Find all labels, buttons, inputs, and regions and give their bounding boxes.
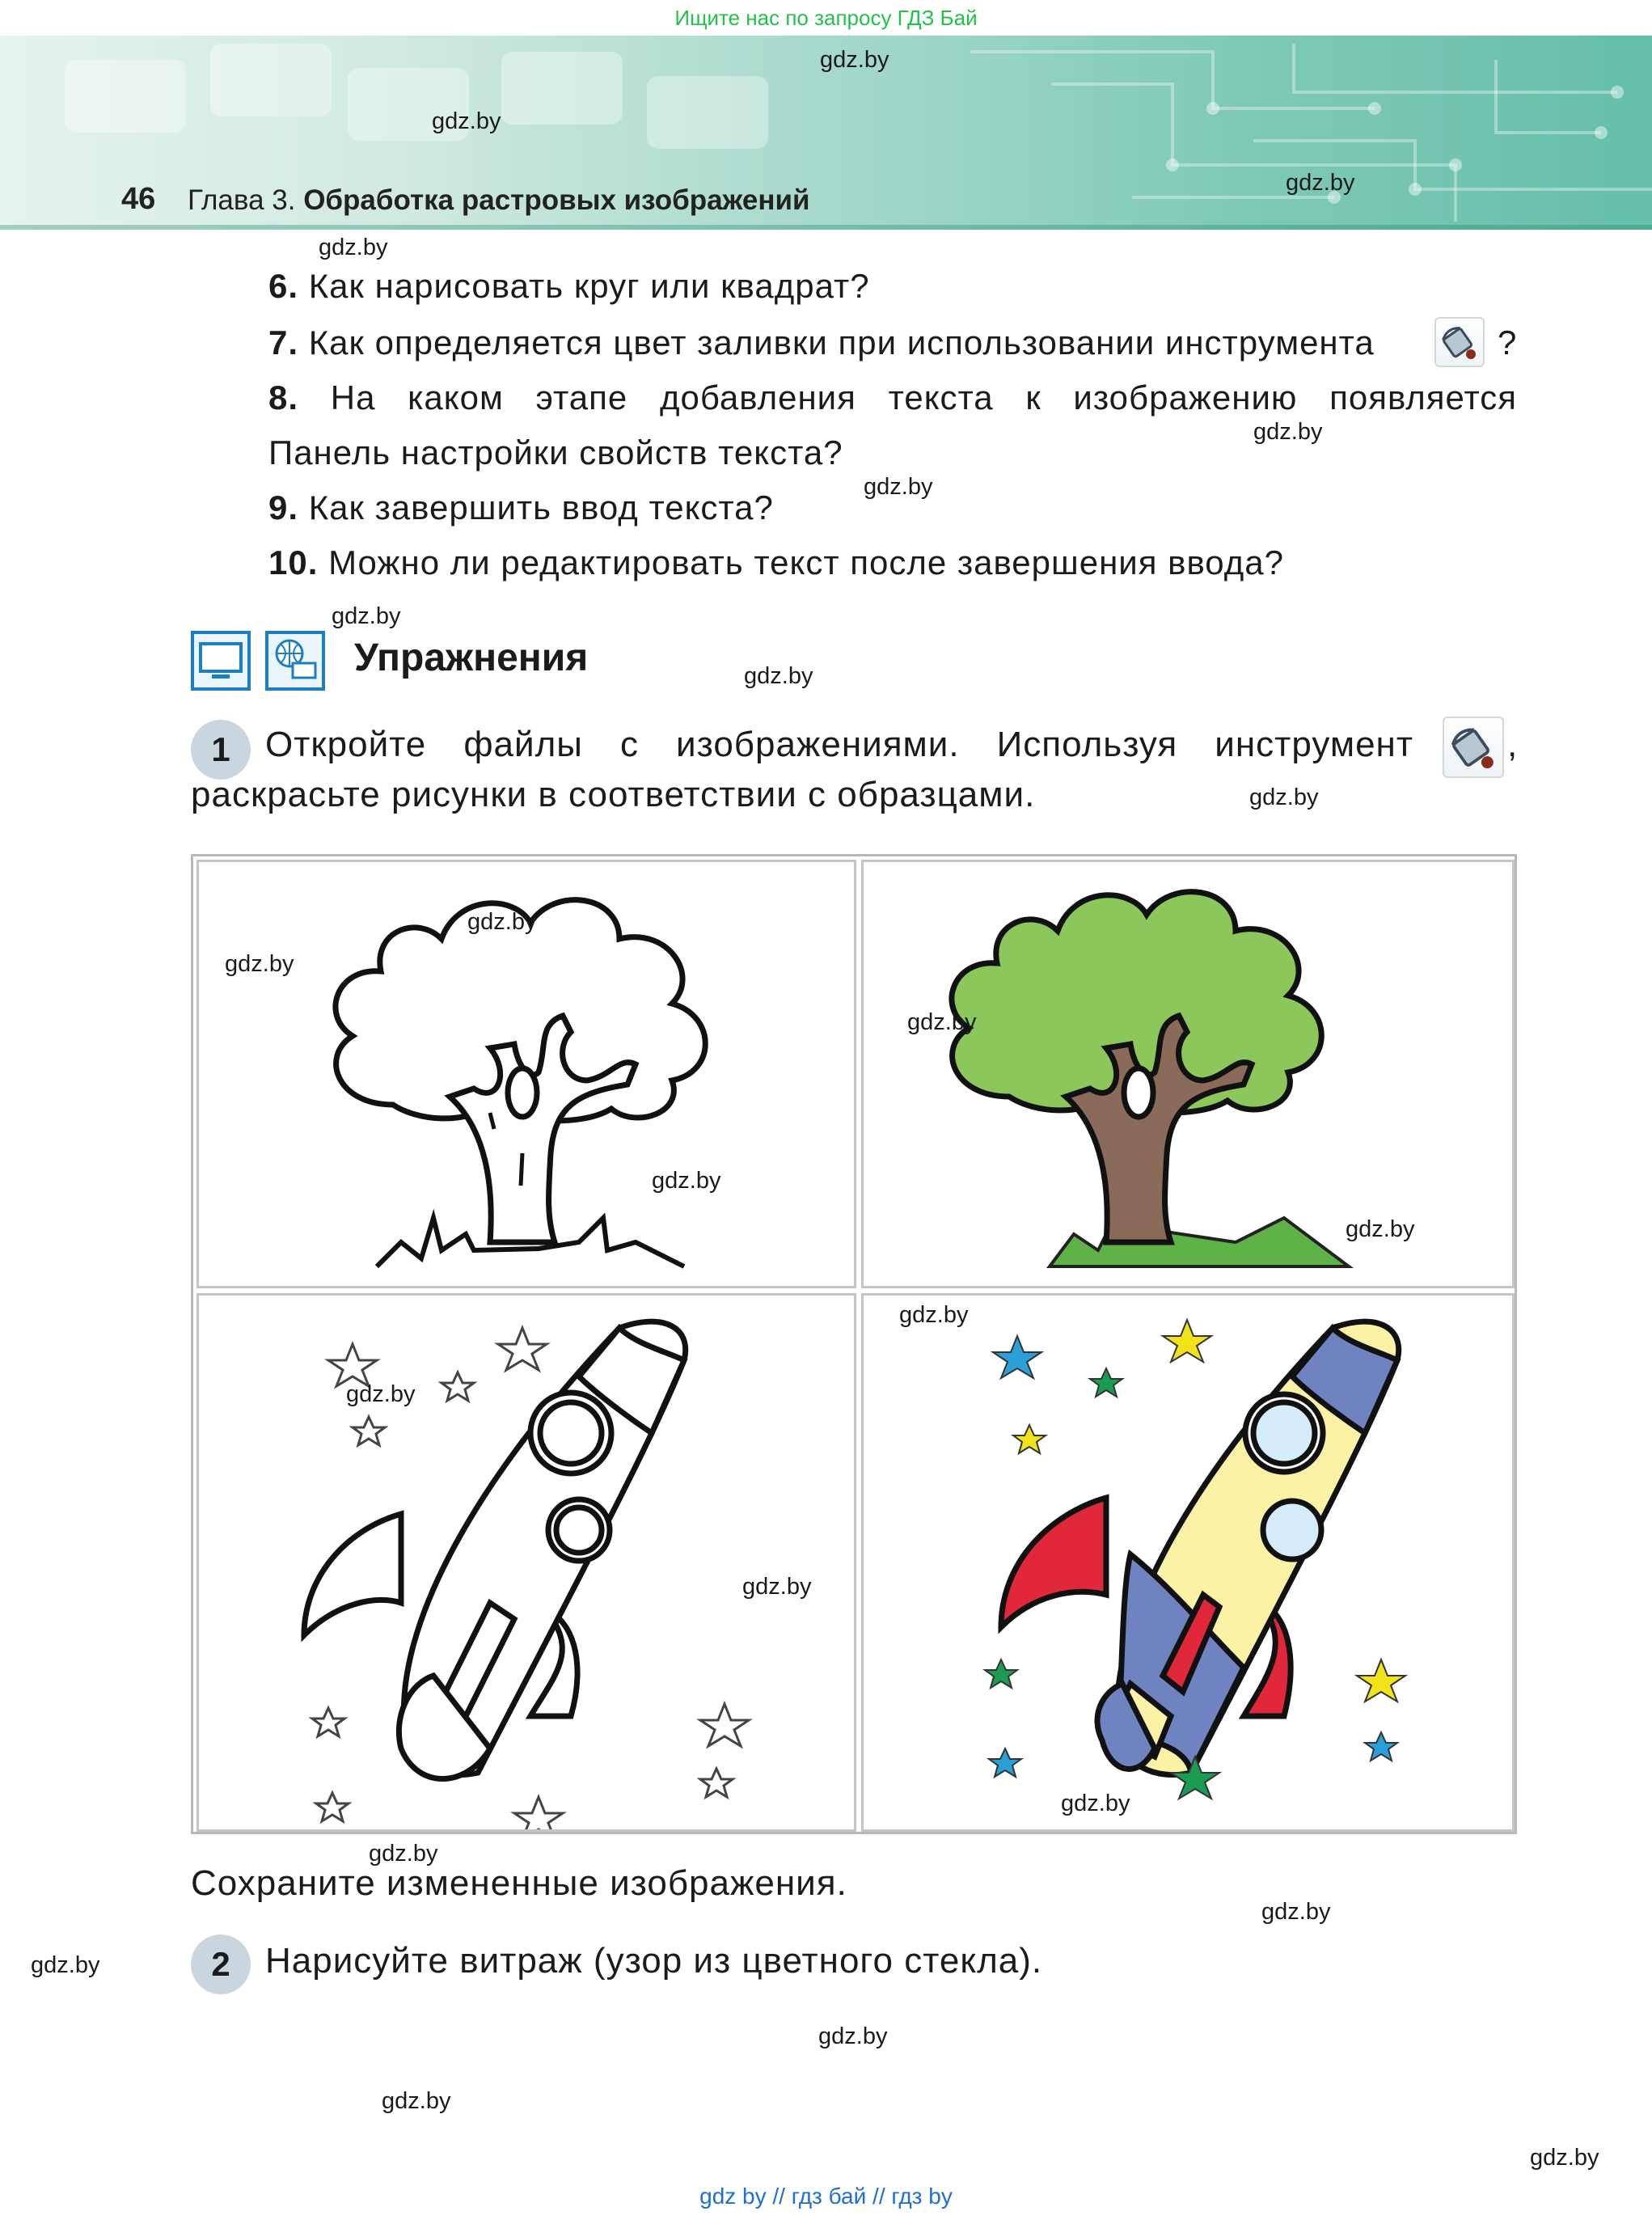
watermark: gdz.by — [1261, 1899, 1331, 1925]
watermark: gdz.by — [332, 603, 401, 629]
watermark: gdz.by — [467, 909, 537, 935]
question-10 — [268, 543, 1284, 582]
paint-bucket-icon — [1434, 317, 1485, 367]
question-7 — [268, 323, 1375, 362]
question-text: Как завершить ввод текста? — [308, 488, 774, 526]
tree-colored-image — [861, 860, 1515, 1288]
watermark: gdz.by — [432, 108, 501, 134]
paint-bucket-icon — [1443, 717, 1504, 778]
watermark: gdz.by — [899, 1302, 969, 1328]
watermark: gdz.by — [319, 235, 388, 260]
watermark: gdz.by — [225, 951, 294, 977]
exercise-1-save-instruction: Сохраните измененные изображения. — [191, 1863, 847, 1903]
question-6 — [268, 267, 870, 306]
watermark: gdz.by — [818, 2023, 888, 2049]
chapter-title — [188, 184, 810, 217]
watermark: gdz.by — [864, 474, 933, 500]
question-text: Можно ли редактировать текст после завершения ввода? — [328, 543, 1284, 581]
watermark: gdz.by — [346, 1381, 416, 1407]
exercise-number-badge: 1 — [191, 720, 251, 780]
watermark: gdz.by — [31, 1952, 100, 1978]
question-text: Как определяется цвет заливки при использовании инструмента — [308, 323, 1375, 362]
question-number: 10. — [268, 543, 319, 581]
watermark: gdz.by — [1061, 1791, 1130, 1816]
question-8 — [268, 378, 1517, 417]
question-7-suffix: ? — [1498, 323, 1518, 362]
image-grid — [191, 854, 1517, 1834]
exercise-number-badge: 2 — [191, 1934, 251, 1994]
watermark: gdz.by — [1249, 784, 1319, 810]
question-text: На каком этапе добавления текста к изображению появляется — [330, 378, 1518, 416]
watermark: gdz.by — [744, 663, 813, 689]
footer-links[interactable]: gdz by // гдз бай // гдз by — [699, 2184, 953, 2209]
top-banner[interactable]: Ищите нас по запросу ГДЗ Бай — [674, 6, 978, 30]
page-number: 46 — [121, 182, 156, 216]
watermark: gdz.by — [652, 1168, 721, 1194]
exercise-2-text: Нарисуйте витраж (узор из цветного стекла). — [265, 1941, 1043, 1981]
watermark: gdz.by — [820, 47, 889, 73]
question-9 — [268, 488, 774, 527]
exercise-1-comma: , — [1507, 725, 1519, 764]
watermark: gdz.by — [382, 2088, 451, 2114]
question-8-continued: Панель настройки свойств текста? — [268, 433, 843, 471]
question-number: 8. — [268, 378, 299, 416]
rocket-colored-image — [861, 1293, 1515, 1832]
watermark: gdz.by — [907, 1009, 977, 1035]
exercise-1-line2: раскрасьте рисунки в соответствии с образцами. — [191, 775, 1036, 814]
section-title: Упражнения — [354, 636, 589, 679]
computer-monitor-icon — [191, 631, 251, 691]
chapter-name: Обработка растровых изображений — [303, 184, 810, 216]
rocket-outline-image — [196, 1293, 856, 1832]
watermark: gdz.by — [1286, 170, 1355, 196]
question-number: 7. — [268, 323, 299, 362]
chapter-label: Глава 3. — [188, 184, 296, 216]
globe-computer-icon — [265, 631, 325, 691]
watermark: gdz.by — [1253, 419, 1323, 445]
watermark: gdz.by — [369, 1841, 438, 1867]
watermark: gdz.by — [1530, 2145, 1599, 2171]
exercise-1-line1: Откройте файлы с изображениями. Используя инструмент — [265, 725, 1413, 764]
watermark: gdz.by — [742, 1574, 812, 1600]
question-number: 9. — [268, 488, 299, 526]
question-number: 6. — [268, 267, 299, 305]
watermark: gdz.by — [1346, 1216, 1415, 1242]
question-text: Как нарисовать круг или квадрат? — [308, 267, 870, 305]
